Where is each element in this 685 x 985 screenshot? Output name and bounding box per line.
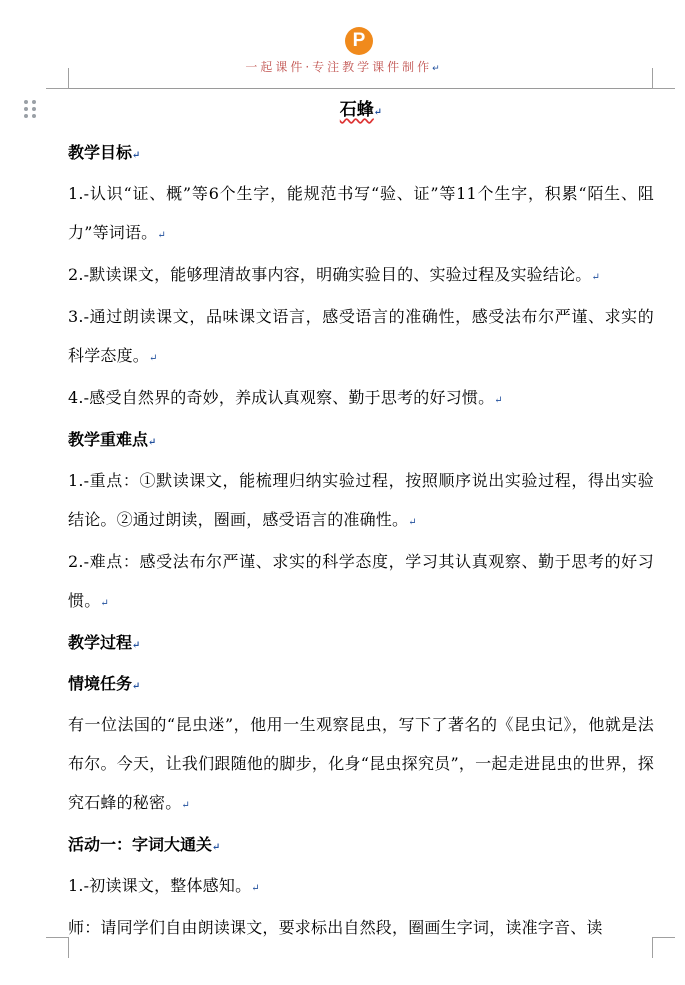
paragraph-mark-icon: ↵ — [432, 64, 440, 74]
goal-item: 1.-认识“证、概”等6个生字，能规范书写“验、证”等11个生字，积累“陌生、阻力”等词语。↵ — [68, 184, 654, 242]
heading-goals: 教学目标↵ — [68, 143, 141, 162]
tagline-text: 一起课件·专注教学课件制作 — [245, 60, 433, 74]
goal-item: 2.-默读课文，能够理清故事内容，明确实验目的、实验过程及实验结论。↵ — [68, 265, 601, 284]
heading-activity-1: 活动一：字词大通关↵ — [68, 835, 221, 854]
crop-mark-top-right — [652, 68, 675, 89]
goal-item: 4.-感受自然界的奇妙，养成认真观察、勤于思考的好习惯。↵ — [68, 388, 503, 407]
crop-mark-top-left — [46, 68, 69, 89]
header-tagline — [0, 58, 685, 75]
heading-key-points: 教学重难点↵ — [68, 430, 157, 449]
document-body[interactable] — [68, 96, 654, 947]
heading-process: 教学过程↵ — [68, 633, 141, 652]
crop-mark-bottom-right — [652, 937, 675, 958]
header-divider — [68, 88, 653, 89]
activity-step: 1.-初读课文，整体感知。↵ — [68, 876, 260, 895]
situation-paragraph: 有一位法国的“昆虫迷”，他用一生观察昆虫，写下了著名的《昆虫记》，他就是法布尔。今天，让我们跟随他的脚步，化身“昆虫探究员”，一起走进昆虫的世界，探究石蜂的秘密。↵ — [68, 715, 654, 812]
heading-situation: 情境任务↵ — [68, 674, 141, 693]
teacher-paragraph: 师：请同学们自由朗读课文，要求标出自然段，圈画生字词，读准字音、读 — [68, 918, 603, 937]
document-title: 石蜂↵ — [339, 100, 383, 120]
logo-icon: P — [345, 27, 373, 55]
key-point-item: 1.-重点：①默读课文，能梳理归纳实验过程，按照顺序说出实验过程，得出实验结论。②通过朗读，圈画，感受语言的准确性。↵ — [68, 471, 654, 529]
key-point-item: 2.-难点：感受法布尔严谨、求实的科学态度，学习其认真观察、勤于思考的好习惯。↵ — [68, 552, 654, 610]
drag-handle-icon[interactable] — [24, 100, 38, 120]
crop-mark-bottom-left — [46, 937, 69, 958]
goal-item: 3.-通过朗读课文，品味课文语言，感受语言的准确性，感受法布尔严谨、求实的科学态度。↵ — [68, 307, 654, 365]
